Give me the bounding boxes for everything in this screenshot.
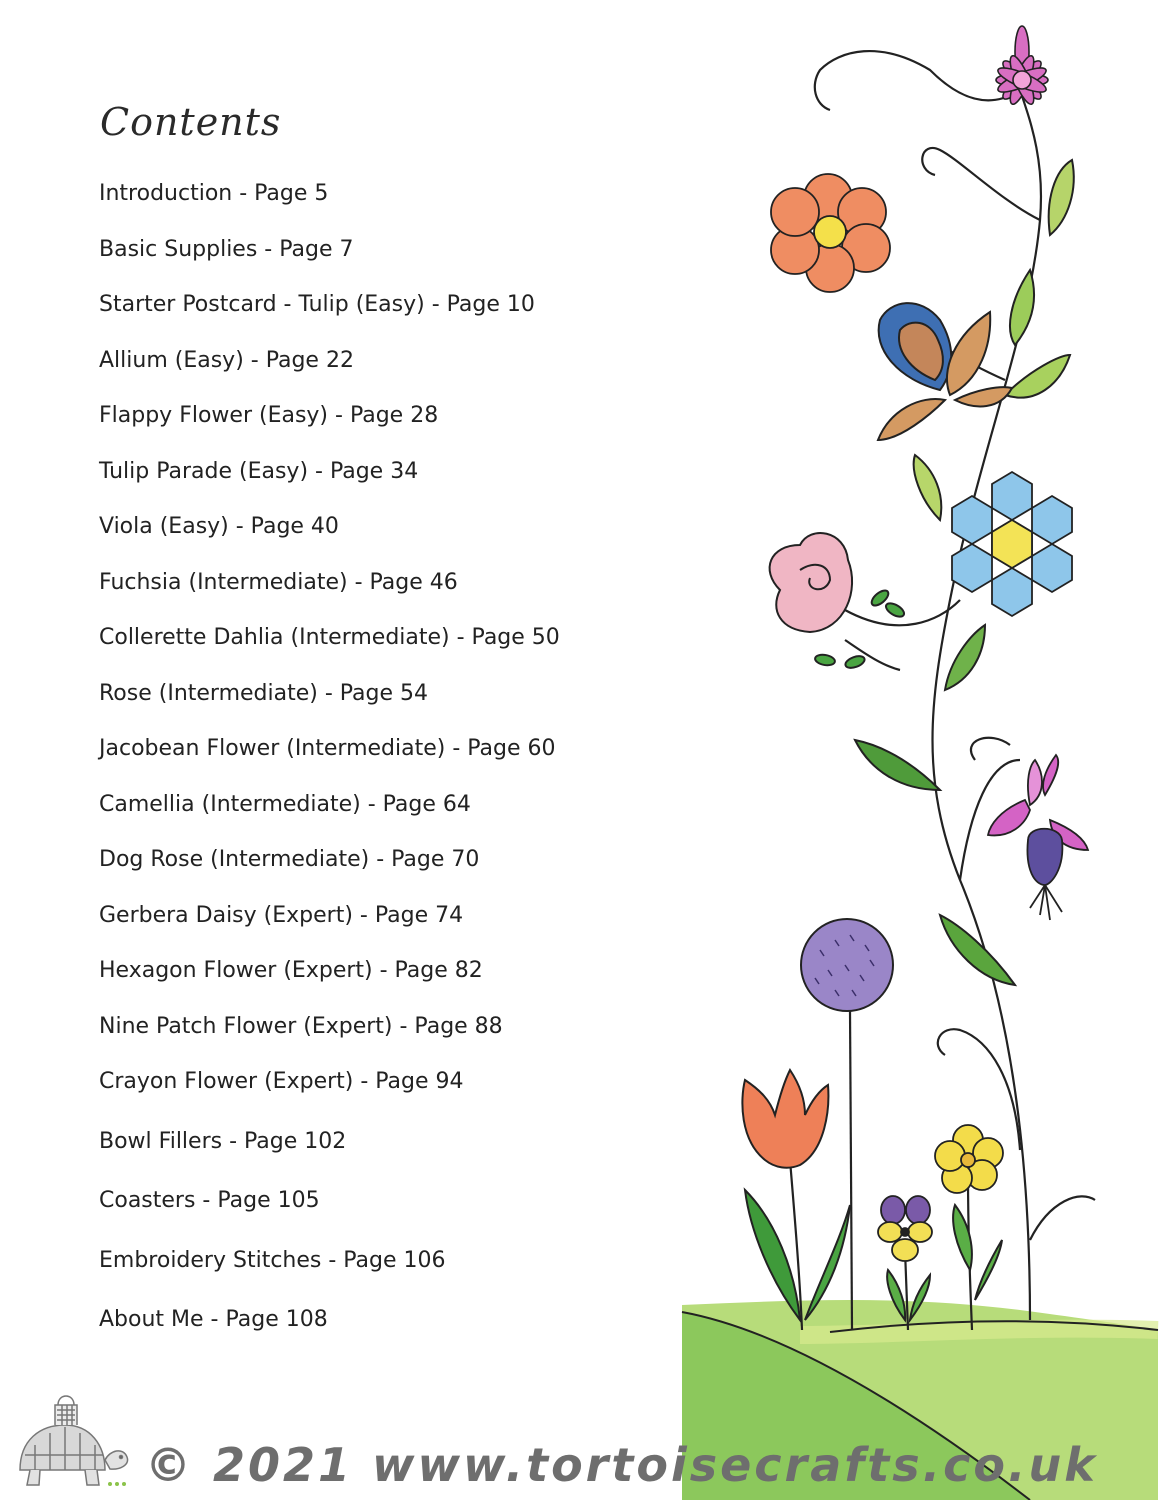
leaf [1005,355,1070,398]
toc-item: Collerette Dahlia (Intermediate) - Page 50 [99,625,560,650]
leaf [745,1190,800,1320]
toc-item: Flappy Flower (Easy) - Page 28 [99,403,439,428]
tortoise-logo [5,1385,135,1495]
toc-item: Basic Supplies - Page 7 [99,236,354,262]
hexagon-flower [952,472,1072,616]
toc-item: Hexagon Flower (Expert) - Page 82 [99,958,483,983]
toc-item: About Me - Page 108 [99,1307,328,1332]
toc-item: Fuchsia (Intermediate) - Page 46 [99,569,458,595]
pink-daisy [995,26,1048,107]
toc-item: Dog Rose (Intermediate) - Page 70 [99,847,480,872]
leaf [945,625,985,690]
toc-item: Rose (Intermediate) - Page 54 [99,680,429,706]
allium [801,919,893,1011]
yellow-flower [935,1125,1003,1193]
leaf [1049,160,1074,235]
tulip [742,1070,828,1168]
toc-item: Embroidery Stitches - Page 106 [99,1247,446,1273]
toc-item: Viola (Easy) - Page 40 [99,514,339,539]
table-of-contents [99,176,560,1362]
toc-item: Bowl Fillers - Page 102 [99,1128,347,1154]
jacobean-flower [878,303,1012,440]
page-title: Contents [100,100,282,144]
toc-item: Tulip Parade (Easy) - Page 34 [99,458,419,484]
orange-flower [771,174,890,292]
rose [770,533,852,632]
leaf [914,455,942,520]
toc-item: Introduction - Page 5 [99,181,329,206]
flower-illustration [660,0,1160,1500]
copyright-footer: © 2021 www.tortoisecrafts.co.uk [145,1438,1098,1492]
toc-item: Gerbera Daisy (Expert) - Page 74 [99,902,464,928]
toc-item: Coasters - Page 105 [99,1188,320,1213]
leaf [975,1240,1002,1300]
fuchsia [988,755,1088,920]
toc-item: Crayon Flower (Expert) - Page 94 [99,1069,464,1094]
toc-item: Camellia (Intermediate) - Page 64 [99,791,471,817]
toc-item: Jacobean Flower (Intermediate) - Page 60 [99,736,556,761]
leaf [855,740,940,790]
viola [878,1196,932,1261]
toc-item: Allium (Easy) - Page 22 [99,347,354,373]
leaf [1010,270,1034,345]
toc-item: Starter Postcard - Tulip (Easy) - Page 10 [99,292,535,317]
toc-item: Nine Patch Flower (Expert) - Page 88 [99,1013,503,1039]
